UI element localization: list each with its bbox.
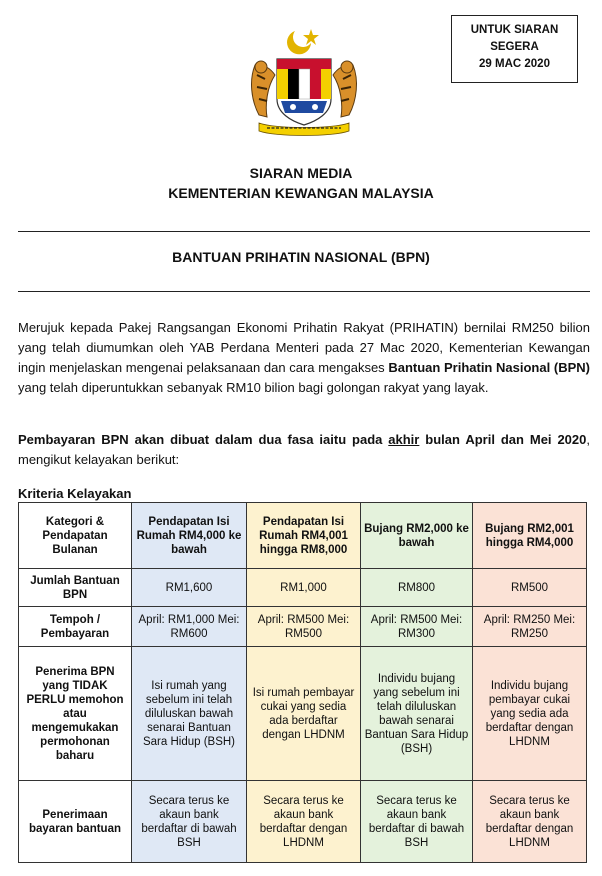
column-header-household-low: Pendapatan Isi Rumah RM4,000 ke bawah: [132, 503, 247, 569]
table-cell: April: RM500 Mei: RM300: [361, 607, 473, 647]
row-label-payment-method: Penerimaan bayaran bantuan: [19, 781, 132, 863]
table-cell: Secara terus ke akaun bank berdaftar dengan LHDNM: [473, 781, 587, 863]
table-cell: April: RM500 Mei: RM500: [247, 607, 361, 647]
row-label-recipients: Penerima BPN yang TIDAK PERLU memohon atau mengemukakan permohonan baharu: [19, 647, 132, 781]
table-row: [19, 647, 587, 781]
table-corner-cell: Kategori & Pendapatan Bulanan: [19, 503, 132, 569]
table-cell: Secara terus ke akaun bank berdaftar di bawah BSH: [361, 781, 473, 863]
media-release-title: SIARAN MEDIA: [249, 165, 353, 181]
ministry-title: KEMENTERIAN KEWANGAN MALAYSIA: [168, 185, 434, 201]
table-cell: RM500: [473, 569, 587, 607]
intro-bold-bpn: Bantuan Prihatin Nasional (BPN): [388, 360, 590, 375]
stamp-date: 29 MAC 2020: [479, 58, 550, 70]
top-divider: [18, 231, 590, 232]
table-cell: Secara terus ke akaun bank berdaftar dengan LHDNM: [247, 781, 361, 863]
table-cell: Individu bujang yang sebelum ini telah diluluskan bawah senarai Bantuan Sara Hidup (BSH): [361, 647, 473, 781]
table-cell: April: RM250 Mei: RM250: [473, 607, 587, 647]
malaysia-coat-of-arms-icon: [245, 25, 363, 143]
table-cell: Secara terus ke akaun bank berdaftar di bawah BSH: [132, 781, 247, 863]
document-header: [0, 163, 602, 203]
table-row: [19, 607, 587, 647]
table-cell: April: RM1,000 Mei: RM600: [132, 607, 247, 647]
intro-paragraph: [18, 318, 590, 398]
payment-paragraph: [18, 430, 590, 470]
row-label-amount: Jumlah Bantuan BPN: [19, 569, 132, 607]
table-cell: RM1,000: [247, 569, 361, 607]
table-cell: Individu bujang pembayar cukai yang sedia ada berdaftar dengan LHDNM: [473, 647, 587, 781]
payment-bold-b: bulan April dan Mei 2020: [419, 432, 587, 447]
payment-rest: , mengikut kelayakan berikut:: [18, 432, 590, 467]
criteria-heading: Kriteria Kelayakan: [18, 486, 132, 501]
table-cell: RM800: [361, 569, 473, 607]
stamp-line-2: SEGERA: [490, 41, 539, 53]
section-title: BANTUAN PRIHATIN NASIONAL (BPN): [172, 249, 430, 265]
table-row: [19, 569, 587, 607]
bottom-divider: [18, 291, 590, 292]
table-cell: RM1,600: [132, 569, 247, 607]
intro-text-1: Merujuk kepada Pakej Rangsangan Ekonomi Prihatin Rakyat (PRIHATIN) bernilai RM250 bilion yang telah diumumkan oleh YAB Perdana Menteri pada 27 Mac 2020, Kementerian Kewangan ingin menjelaskan mengenai pelaksanaan dan cara mengakses: [18, 320, 590, 375]
row-label-period: Tempoh / Pembayaran: [19, 607, 132, 647]
table-cell: Isi rumah yang sebelum ini telah diluluskan bawah senarai Bantuan Sara Hidup (BSH): [132, 647, 247, 781]
column-header-household-mid: Pendapatan Isi Rumah RM4,001 hingga RM8,000: [247, 503, 361, 569]
eligibility-table: [18, 502, 587, 863]
column-header-single-mid: Bujang RM2,001 hingga RM4,000: [473, 503, 587, 569]
table-row: [19, 781, 587, 863]
payment-underlined: akhir: [388, 432, 420, 447]
payment-bold-a: Pembayaran BPN akan dibuat dalam dua fasa iaitu pada: [18, 432, 389, 447]
table-cell: Isi rumah pembayar cukai yang sedia ada berdaftar dengan LHDNM: [247, 647, 361, 781]
table-header-row: [19, 503, 587, 569]
intro-text-2: yang telah diperuntukkan sebanyak RM10 bilion bagi golongan rakyat yang layak.: [18, 380, 489, 395]
column-header-single-low: Bujang RM2,000 ke bawah: [361, 503, 473, 569]
release-stamp-box: [451, 15, 578, 83]
stamp-line-1: UNTUK SIARAN: [470, 24, 559, 36]
